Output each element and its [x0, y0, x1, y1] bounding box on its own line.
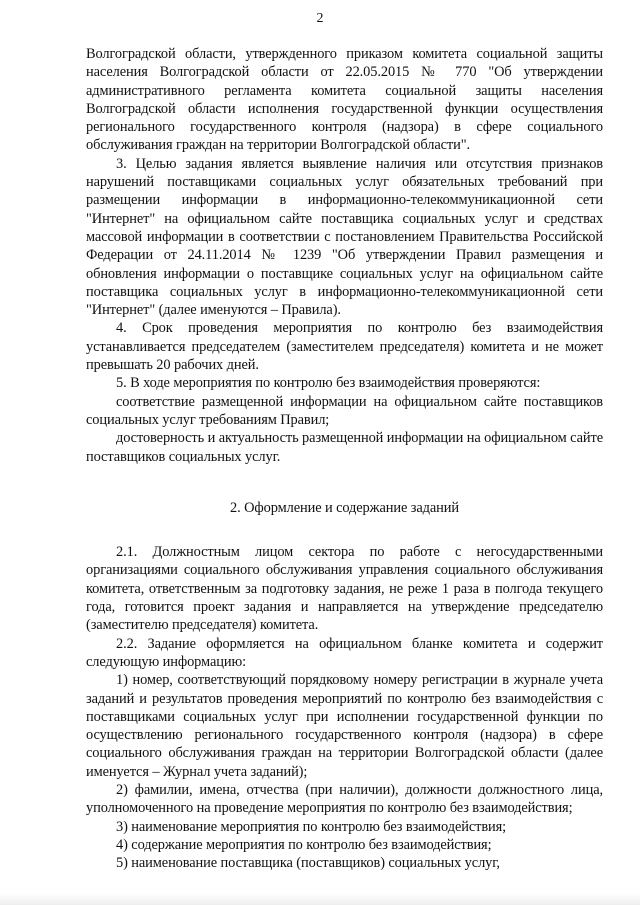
paragraph-item-2-2: 2.2. Задание оформляется на официальном бланке комитета и содержит следующую информацию:: [86, 635, 603, 670]
paragraph-item-4: 4. Срок проведения мероприятия по контролю без взаимодействия устанавливается председателем (заместителем председателя) комитета и не может превышать 20 рабочих дней.: [86, 320, 603, 374]
section-heading: 2. Оформление и содержание заданий: [230, 499, 459, 516]
list-item-1: 1) номер, соответствующий порядковому номеру регистрации в журнале учета заданий и результатов проведения мероприятий по контролю без взаимодействия с поставщиками социальных услуг при исполнении государственной функции по осуществлению регионального государственного контроля (надзора) в сфере социального обслуживания граждан на территории Волгоградской области (далее именуется – Журнал учета заданий);: [86, 672, 603, 780]
paragraph-check-compliance: соответствие размещенной информации на официальном сайте поставщиков социальных услуг требованиям Правил;: [86, 393, 603, 428]
page-number: 2: [316, 11, 324, 26]
paragraph-check-accuracy: достоверность и актуальность размещенной информации на официальном сайте поставщиков социальных услуг.: [86, 430, 603, 465]
list-item-3: 3) наименование мероприятия по контролю без взаимодействия;: [116, 818, 507, 835]
paragraph-regulation-continuation: Волгоградской области, утвержденного приказом комитета социальной защиты населения Волгоградской области от 22.05.2015 № 770 "Об утверждении административного регламента комитета социальной защиты населения Волгоградской области исполнения государственной функции осуществления регионального государственного контроля (надзора) в сфере социального обслуживания граждан на территории Волгоградской области".: [86, 46, 603, 154]
list-item-4: 4) содержание мероприятия по контролю без взаимодействия;: [116, 836, 492, 853]
document-body: [86, 45, 603, 872]
list-item-5: 5) наименование поставщика (поставщиков) социальных услуг,: [116, 855, 500, 872]
paragraph-item-5: 5. В ходе мероприятия по контролю без взаимодействия проверяются:: [116, 375, 541, 392]
paragraph-item-2-1: 2.1. Должностным лицом сектора по работе с негосударственными организациями социального обслуживания управления социального обслуживания комитета, ответственным за подготовку задания, не реже 1 раза в полгода текущего года, готовится проект задания и направляется на утверждение председателю (заместителю председателя) комитета.: [86, 544, 603, 634]
page-bottom-edge: [0, 893, 640, 905]
paragraph-item-3: 3. Целью задания является выявление наличия или отсутствия признаков нарушений поставщиками социальных услуг обязательных требований при размещении информации в информационно-телекоммуникационной сети "Интернет" на официальном сайте поставщика социальных услуг и средствах массовой информации в соответствии с постановлением Правительства Российской Федерации от 24.11.2014 № 1239 "Об утверждении Правил размещения и обновления информации о поставщике социальных услуг на официальном сайте поставщика социальных услуг в информационно-телекоммуникационной сети "Интернет" (далее именуются – Правила).: [86, 155, 603, 319]
list-item-2: 2) фамилии, имена, отчества (при наличии), должности должностного лица, уполномоченного на проведение мероприятия по контролю без взаимодействия;: [86, 781, 603, 817]
